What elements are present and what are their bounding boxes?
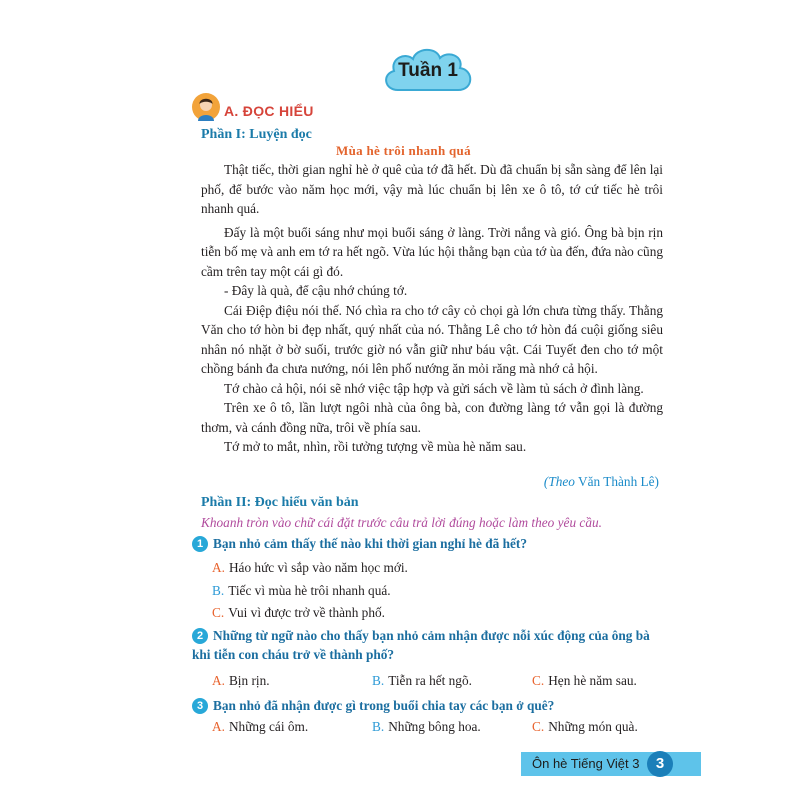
story-paragraph: Thật tiếc, thời gian nghỉ hè ở quê của tớ đã hết. Dù đã chuẩn bị sẵn sàng để lên lại phố, để bước vào năm học mới, vậy mà lúc chuẩn bị lên xe ô tô, tớ cứ tiếc hè trôi nhanh quá. (201, 162, 663, 216)
option-letter: C. (532, 673, 545, 688)
option-letter: B. (372, 719, 385, 734)
page-number: 3 (647, 751, 673, 777)
story-paragraph: Trên xe ô tô, lần lượt ngôi nhà của ông bà, con đường làng tớ vẫn gọi là đường thơm, và cánh đồng nữa, trôi về phía sau. (201, 400, 663, 435)
answer-option-2a[interactable] (212, 673, 270, 689)
answer-option-1b[interactable] (212, 583, 391, 599)
question-text: Bạn nhỏ cảm thấy thế nào khi thời gian nghỉ hè đã hết? (213, 536, 528, 551)
question-1 (192, 534, 527, 553)
question-2 (192, 626, 662, 664)
option-letter: B. (212, 583, 225, 598)
footer-book-title: Ôn hè Tiếng Việt 3 (532, 756, 640, 771)
story-paragraph: Đấy là một buổi sáng như mọi buổi sáng ở làng. Trời nắng và gió. Ông bà bịn rịn tiễn bố mẹ và anh em tớ ra hết ngõ. Vừa lúc hội thằng bạn của tớ ùa đến, đứa nào cũng cầm trên tay một cái gì đó. (201, 224, 663, 279)
question-3 (192, 696, 554, 715)
option-letter: A. (212, 673, 225, 688)
option-letter: B. (372, 673, 385, 688)
story-paragraph: Cái Điệp điệu nói thế. Nó chìa ra cho tớ cây cỏ chọi gà lớn chưa từng thấy. Thằng Văn cho tớ hòn bi đẹp nhất, quý nhất của nó. Thằng Lê cho tớ hòn đá cuội giống siêu nhân nó nhặt ở bờ suối, trước giờ nó vẫn giữ như báu vật. Cái Tuyết đen cho tớ một chồng bánh đa chưa nướng, nói lên phố nướng ăn mỏi răng mà nhớ cả hội. (201, 302, 663, 376)
option-text: Vui vì được trở về thành phố. (228, 605, 385, 620)
answer-option-3c[interactable] (532, 719, 638, 735)
option-text: Háo hức vì sắp vào năm học mới. (228, 560, 408, 575)
option-text: Tiếc vì mùa hè trôi nhanh quá. (228, 583, 391, 598)
answer-option-3b[interactable] (372, 719, 481, 735)
option-text: Tiễn ra hết ngõ. (388, 673, 472, 688)
answer-option-3a[interactable] (212, 719, 308, 735)
story-body (201, 160, 663, 457)
week-title: Tuần 1 (398, 60, 458, 81)
part-two-title: Phần II: Đọc hiểu văn bản (201, 495, 359, 510)
section-heading: A. ĐỌC HIỂU (224, 103, 314, 119)
credit-prefix: (Theo (543, 474, 575, 489)
answer-option-2c[interactable] (532, 673, 637, 689)
question-number-badge: 1 (192, 536, 208, 552)
question-text: Những từ ngữ nào cho thấy bạn nhỏ cảm nhận được nỗi xúc động của ông bà khi tiễn con cháu trở về thành phố? (192, 628, 650, 662)
part-one-title: Phần I: Luyện đọc (201, 127, 312, 142)
option-text: Những món quà. (548, 719, 638, 734)
story-paragraph: - Đây là quà, để cậu nhớ chúng tớ. (224, 283, 408, 298)
question-number-badge: 2 (192, 628, 208, 644)
option-letter: A. (212, 560, 225, 575)
question-number-badge: 3 (192, 698, 208, 714)
story-paragraph: Tớ chào cả hội, nói sẽ nhớ việc tập hợp và gửi sách về làm tủ sách ở đình làng. (224, 380, 644, 396)
option-text: Bịn rịn. (228, 673, 270, 688)
option-letter: A. (212, 719, 225, 734)
answer-option-1a[interactable] (212, 560, 408, 576)
credit-author: Văn Thành Lê) (574, 474, 659, 489)
option-text: Hẹn hè năm sau. (548, 673, 637, 688)
student-avatar-icon (191, 92, 221, 122)
story-credit (544, 474, 659, 490)
instruction-text: Khoanh tròn vào chữ cái đặt trước câu trả lời đúng hoặc làm theo yêu cầu. (201, 515, 602, 530)
option-letter: C. (532, 719, 545, 734)
option-text: Những bông hoa. (388, 719, 481, 734)
option-text: Những cái ôm. (228, 719, 309, 734)
answer-option-1c[interactable] (212, 605, 385, 621)
answer-option-2b[interactable] (372, 673, 472, 689)
story-paragraph: Tớ mở to mắt, nhìn, rồi tưởng tượng về mùa hè năm sau. (224, 439, 527, 454)
story-title: Mùa hè trôi nhanh quá (336, 143, 471, 158)
question-text: Bạn nhỏ đã nhận được gì trong buổi chia tay các bạn ở quê? (213, 698, 555, 713)
option-letter: C. (212, 605, 225, 620)
